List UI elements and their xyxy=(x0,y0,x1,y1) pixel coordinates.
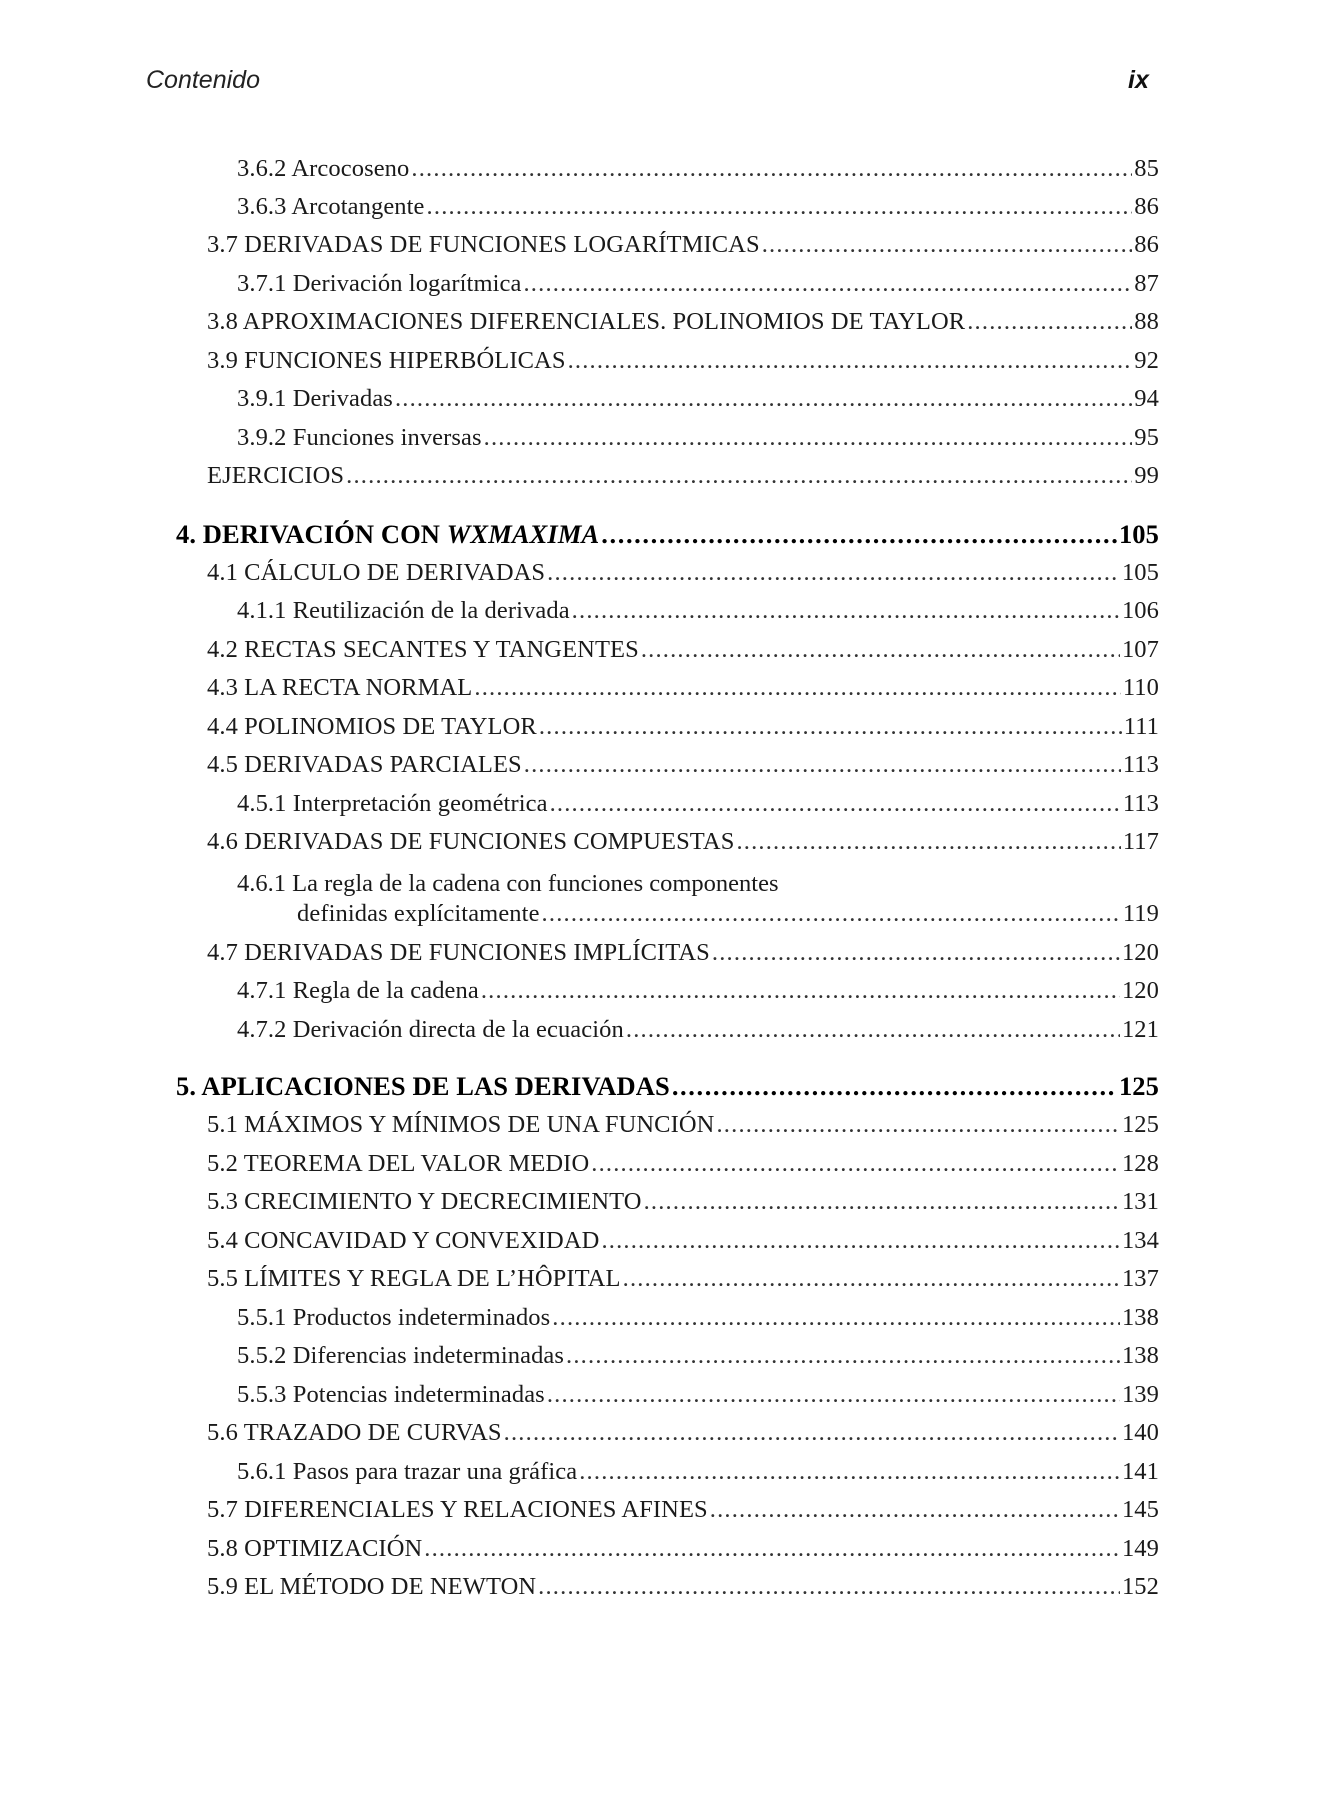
toc-entry-label: 4.7.2 Derivación directa de la ecuación xyxy=(237,1016,624,1043)
toc-entry-page: 85 xyxy=(1134,155,1159,182)
toc-chapter-entry[interactable] xyxy=(176,1071,1159,1102)
toc-entry[interactable] xyxy=(207,1573,1159,1601)
toc-entry-label: 3.9 FUNCIONES HIPERBÓLICAS xyxy=(207,347,566,374)
toc-entry[interactable] xyxy=(207,308,1159,336)
toc-entry-page: 95 xyxy=(1134,424,1159,451)
toc-entry-label: 5.5.3 Potencias indeterminadas xyxy=(237,1381,545,1408)
toc-entry-page: 117 xyxy=(1122,828,1159,855)
toc-entry-page: 152 xyxy=(1121,1573,1159,1600)
toc-entry-page: 137 xyxy=(1121,1265,1159,1292)
toc-entry-page: 87 xyxy=(1134,270,1159,297)
dot-leader xyxy=(568,347,1133,375)
dot-leader xyxy=(524,751,1121,779)
dot-leader xyxy=(579,1458,1120,1486)
dot-leader xyxy=(395,385,1132,413)
toc-entry[interactable] xyxy=(207,939,1159,967)
toc-entry-label: 5.6 TRAZADO DE CURVAS xyxy=(207,1419,502,1446)
toc-entry-page: 86 xyxy=(1134,231,1159,258)
toc-entry-label: 5.6.1 Pasos para trazar una gráfica xyxy=(237,1458,578,1485)
toc-entry-page: 140 xyxy=(1121,1419,1159,1446)
toc-entry[interactable] xyxy=(207,636,1159,664)
running-header-section: Contenido xyxy=(146,66,260,94)
toc-entry[interactable] xyxy=(207,751,1159,779)
toc-entry-label: 3.6.2 Arcocoseno xyxy=(237,155,410,182)
toc-entry[interactable] xyxy=(207,1188,1159,1216)
dot-leader xyxy=(967,308,1132,336)
toc-entry-page: 138 xyxy=(1121,1304,1159,1331)
toc-entry[interactable] xyxy=(237,193,1159,221)
toc-entry-page: 110 xyxy=(1122,674,1159,701)
toc-entry-page: 145 xyxy=(1121,1496,1159,1523)
toc-entry-page: 131 xyxy=(1121,1188,1159,1215)
dot-leader xyxy=(474,674,1120,702)
dot-leader xyxy=(542,900,1121,928)
toc-entry-label: 5.4 CONCAVIDAD Y CONVEXIDAD xyxy=(207,1227,600,1254)
toc-entry[interactable] xyxy=(207,674,1159,702)
toc-entry-page: 120 xyxy=(1121,977,1159,1004)
dot-leader xyxy=(736,828,1120,856)
dot-leader xyxy=(572,597,1120,625)
toc-entry-page: 139 xyxy=(1121,1381,1159,1408)
toc-entry-page: 88 xyxy=(1134,308,1159,335)
toc-entry-label: 4.2 RECTAS SECANTES Y TANGENTES xyxy=(207,636,639,663)
dot-leader xyxy=(547,559,1120,587)
toc-entry[interactable] xyxy=(207,462,1159,490)
dot-leader xyxy=(644,1188,1120,1216)
toc-entry-page: 105 xyxy=(1121,559,1159,586)
toc-entry-page: 121 xyxy=(1121,1016,1159,1043)
dot-leader xyxy=(712,939,1120,967)
dot-leader xyxy=(601,1227,1120,1255)
toc-entry-label: 5.3 CRECIMIENTO Y DECRECIMIENTO xyxy=(207,1188,642,1215)
dot-leader xyxy=(716,1111,1119,1139)
toc-entry[interactable] xyxy=(237,1304,1159,1332)
toc-entry-page: 106 xyxy=(1121,597,1159,624)
toc-entry-label: 5.9 EL MÉTODO DE NEWTON xyxy=(207,1573,537,1600)
toc-entry[interactable] xyxy=(297,900,1159,928)
toc-entry[interactable] xyxy=(207,713,1159,741)
dot-leader xyxy=(411,155,1132,183)
toc-entry[interactable] xyxy=(207,1535,1159,1563)
toc-entry-page: 107 xyxy=(1121,636,1159,663)
toc-entry[interactable] xyxy=(207,1265,1159,1293)
dot-leader xyxy=(346,462,1132,490)
toc-entry-label: 4.1.1 Reutilización de la derivada xyxy=(237,597,570,624)
toc-entry-page: 141 xyxy=(1121,1458,1159,1485)
dot-leader xyxy=(566,1342,1120,1370)
dot-leader xyxy=(424,1535,1120,1563)
toc-entry-label: 5.2 TEOREMA DEL VALOR MEDIO xyxy=(207,1150,590,1177)
toc-entry-label: 4.5.1 Interpretación geométrica xyxy=(237,790,548,817)
toc-entry-page: 134 xyxy=(1121,1227,1159,1254)
toc-entry[interactable] xyxy=(237,424,1159,452)
toc-entry-page: 99 xyxy=(1134,462,1159,489)
dot-leader xyxy=(710,1496,1120,1524)
toc-entry[interactable] xyxy=(237,1458,1159,1486)
toc-entry[interactable] xyxy=(207,1150,1159,1178)
toc-entry-label: 3.9.1 Derivadas xyxy=(237,385,393,412)
toc-entry-page: 86 xyxy=(1134,193,1159,220)
toc-chapter-entry[interactable] xyxy=(176,519,1159,550)
toc-entry-page: 92 xyxy=(1134,347,1159,374)
dot-leader xyxy=(672,1071,1117,1102)
toc-entry[interactable] xyxy=(237,270,1159,298)
toc-entry-page: 119 xyxy=(1122,900,1159,927)
dot-leader xyxy=(641,636,1120,664)
toc-entry-label-continuation: definidas explícitamente xyxy=(297,900,540,927)
toc-entry-page: 113 xyxy=(1122,751,1159,778)
toc-entry-page: 138 xyxy=(1121,1342,1159,1369)
dot-leader xyxy=(601,519,1117,550)
toc-entry-page: 94 xyxy=(1134,385,1159,412)
toc-entry-label: 3.9.2 Funciones inversas xyxy=(237,424,482,451)
toc-entry-label: 4.5 DERIVADAS PARCIALES xyxy=(207,751,522,778)
toc-entry-label: 5.5.2 Diferencias indeterminadas xyxy=(237,1342,565,1369)
toc-entry[interactable] xyxy=(207,1111,1159,1139)
toc-entry-label: 5.1 MÁXIMOS Y MÍNIMOS DE UNA FUNCIÓN xyxy=(207,1111,715,1138)
toc-entry-page: 149 xyxy=(1121,1535,1159,1562)
toc-entry-label: 4.3 LA RECTA NORMAL xyxy=(207,674,473,701)
dot-leader xyxy=(552,1304,1120,1332)
toc-entry[interactable] xyxy=(237,790,1159,818)
toc-entry[interactable] xyxy=(237,155,1159,183)
toc-entry-label: 5.5 LÍMITES Y REGLA DE L’HÔPITAL xyxy=(207,1265,621,1292)
toc-entry-page: 113 xyxy=(1122,790,1159,817)
toc-entry-label: 4.6 DERIVADAS DE FUNCIONES COMPUESTAS xyxy=(207,828,735,855)
toc-entry-label: 4.7.1 Regla de la cadena xyxy=(237,977,479,1004)
dot-leader xyxy=(539,713,1122,741)
dot-leader xyxy=(481,977,1120,1005)
chapter-title-emphasis: WXMAXIMA xyxy=(446,519,600,549)
toc-entry[interactable] xyxy=(237,385,1159,413)
dot-leader xyxy=(626,1016,1120,1044)
dot-leader xyxy=(591,1150,1120,1178)
toc-entry-page: 125 xyxy=(1121,1111,1159,1138)
dot-leader xyxy=(484,424,1133,452)
toc-entry-label: 3.7.1 Derivación logarítmica xyxy=(237,270,522,297)
toc-entry[interactable] xyxy=(237,1342,1159,1370)
toc-entry[interactable] xyxy=(207,828,1159,856)
toc-entry[interactable] xyxy=(207,1419,1159,1447)
toc-entry-label: 5.7 DIFERENCIALES Y RELACIONES AFINES xyxy=(207,1496,708,1523)
toc-entry-label: 3.7 DERIVADAS DE FUNCIONES LOGARÍTMICAS xyxy=(207,231,760,258)
toc-entry[interactable] xyxy=(207,231,1159,259)
toc-entry[interactable] xyxy=(237,1381,1159,1409)
toc-chapter-page: 105 xyxy=(1118,519,1159,549)
dot-leader xyxy=(427,193,1133,221)
toc-entry[interactable] xyxy=(207,559,1159,587)
toc-chapter-page: 125 xyxy=(1118,1071,1159,1101)
toc-chapter-label: 5. APLICACIONES DE LAS DERIVADAS xyxy=(176,1071,670,1101)
toc-entry-label: 4.1 CÁLCULO DE DERIVADAS xyxy=(207,559,546,586)
toc-entry[interactable] xyxy=(207,1496,1159,1524)
dot-leader xyxy=(762,231,1133,259)
running-header-page-number: ix xyxy=(1128,66,1149,94)
toc-entry[interactable] xyxy=(237,597,1159,625)
dot-leader xyxy=(523,270,1132,298)
toc-entry-label: 5.8 OPTIMIZACIÓN xyxy=(207,1535,423,1562)
toc-entry-label: EJERCICIOS xyxy=(207,462,345,489)
toc-entry[interactable] xyxy=(207,347,1159,375)
toc-entry-page: 128 xyxy=(1121,1150,1159,1177)
toc-entry[interactable] xyxy=(237,977,1159,1005)
toc-chapter-label xyxy=(176,519,599,550)
toc-entry-label: 4.4 POLINOMIOS DE TAYLOR xyxy=(207,713,537,740)
dot-leader xyxy=(538,1573,1120,1601)
toc-entry-label: 5.5.1 Productos indeterminados xyxy=(237,1304,551,1331)
toc-entry[interactable] xyxy=(237,1016,1159,1044)
toc-entry-label: 3.8 APROXIMACIONES DIFERENCIALES. POLINOMIOS DE TAYLOR xyxy=(207,308,966,335)
toc-entry-page: 111 xyxy=(1123,713,1159,740)
toc-entry[interactable] xyxy=(207,1227,1159,1255)
toc-entry-label: 3.6.3 Arcotangente xyxy=(237,193,425,220)
dot-leader xyxy=(547,1381,1120,1409)
chapter-title-text: 4. DERIVACIÓN CON xyxy=(176,519,447,549)
dot-leader xyxy=(623,1265,1120,1293)
toc-entry-label: 4.7 DERIVADAS DE FUNCIONES IMPLÍCITAS xyxy=(207,939,710,966)
toc-entry-label-first-line[interactable]: 4.6.1 La regla de la cadena con funciones componentes xyxy=(237,870,779,897)
dot-leader xyxy=(550,790,1121,818)
toc-entry-page: 120 xyxy=(1121,939,1159,966)
dot-leader xyxy=(504,1419,1120,1447)
